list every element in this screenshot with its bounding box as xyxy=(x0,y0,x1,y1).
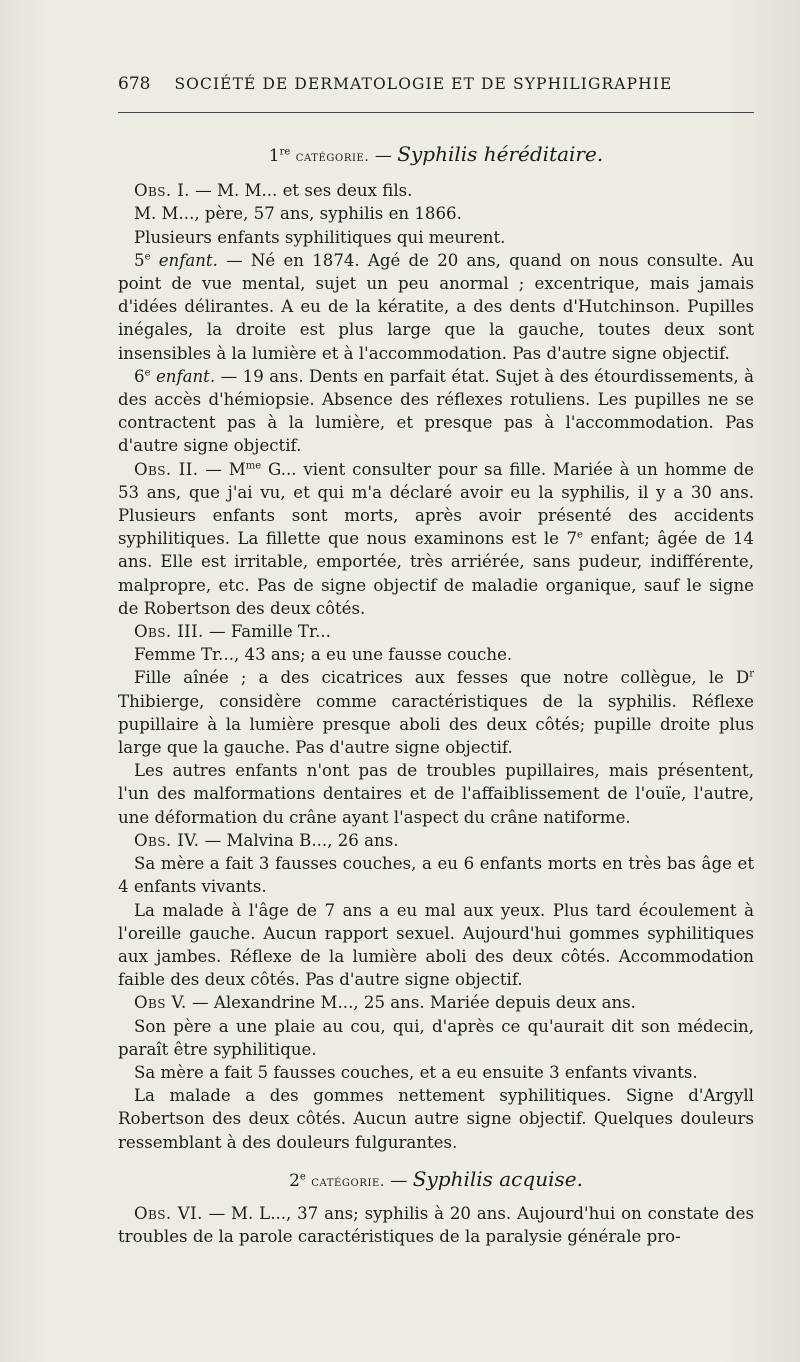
obs-1-child-5 xyxy=(118,249,754,365)
obs-5-father: Son père a une plaie au cou, qui, d'après ce qu'aurait dit son médecin, paraît être syphilitique. xyxy=(118,1016,754,1059)
obs-text: G... vient consulter pour sa fille. Mariée à un homme de 53 ans, que j'ai vu, et qui m'a déclaré avoir eu la syphilis, il y a 30 ans. Plusieurs enfants sont morts, après avoir présenté des accidents syphilitiques. La fillette que nous examinons est le 7 xyxy=(118,459,754,549)
section-heading-1 xyxy=(118,143,754,169)
obs-text: — M. L..., 37 ans; syphilis à 20 ans. Aujourd'hui on constate des troubles de la parole caractéristiques de la paralysie générale pro- xyxy=(118,1203,754,1247)
obs-label: Obs. II. xyxy=(134,459,199,479)
child-text: — Né en 1874. Agé de 20 ans, quand on nous consulte. Au point de vue mental, sujet un peu anormal ; excentrique, mais jamais d'idées délirantes. A eu de la kératite, a des dents d'Hutchinson. Pupilles inégales, la droite est plus large que la gauche, toutes deux sont insensibles à la lumière et à l'accommodation. Pas d'autre signe objectif. xyxy=(118,250,754,363)
obs-label: Obs V. xyxy=(134,993,187,1013)
obs-5-heading xyxy=(118,991,754,1014)
obs-6-paragraph xyxy=(118,1202,754,1248)
child-ordinal: 5 xyxy=(134,250,145,270)
section-heading-2 xyxy=(118,1168,754,1194)
section-title: Syphilis héréditaire. xyxy=(397,142,604,166)
obs-3-daughter xyxy=(118,666,754,759)
obs-label: Obs. I. xyxy=(134,181,190,201)
child-text: — 19 ans. Dents en parfait état. Sujet à des étourdissements, à des accès d'hémiopsie. Absence des réflexes rotuliens. Les pupilles ne se contractent pas à la lumière, et presque pas à l'accommodation. Pas d'autre signe objectif. xyxy=(118,366,755,456)
obs-3-heading xyxy=(118,620,754,643)
obs-2-paragraph xyxy=(118,458,754,620)
obs-label: Obs. III. xyxy=(134,622,204,642)
obs-text: Fille aînée ; a des cicatrices aux fesses que notre collègue, le D xyxy=(134,668,750,688)
section-number-sup: re xyxy=(279,146,291,158)
obs-text: enfant; âgée de 14 ans. Elle est irritable, emportée, très arriérée, sans pudeur, indifférente, malpropre, etc. Pas de signe objectif de maladie organique, sauf le signe de Robertson des deux côtés. xyxy=(118,529,754,618)
obs-1-father: M. M..., père, 57 ans, syphilis en 1866. xyxy=(134,204,462,224)
obs-5-patient: La malade a des gommes nettement syphilitiques. Signe d'Argyll Robertson des deux côtés. Aucun autre signe objectif. Quelques douleurs ressemblant à des douleurs fulgurantes. xyxy=(118,1086,754,1152)
section-number: 1 xyxy=(268,146,280,166)
obs-4-heading xyxy=(118,829,754,852)
obs-text: — Malvina B..., 26 ans. xyxy=(199,830,399,850)
section-dash: — xyxy=(384,1170,413,1191)
child-ordinal: 6 xyxy=(134,366,145,386)
child-word: enfant. xyxy=(158,250,218,270)
child-ordinal-sup: e xyxy=(144,251,151,263)
running-title: SOCIÉTÉ DE DERMATOLOGIE ET DE SYPHILIGRAPHIE xyxy=(174,75,673,93)
obs-text: — M. M... et ses deux fils. xyxy=(189,181,413,201)
obs-3-mother: Femme Tr..., 43 ans; a eu une fausse couche. xyxy=(134,645,513,665)
child-ordinal-sup: e xyxy=(144,367,151,379)
obs-text: — Alexandrine M..., 25 ans. Mariée depuis deux ans. xyxy=(186,993,636,1013)
page-number: 678 xyxy=(118,74,151,94)
section-title: Syphilis acquise. xyxy=(412,1166,583,1191)
obs-text: Thibierge, considère comme caractéristiques de la syphilis. Réflexe pupillaire à la lumière presque aboli des deux côtés; pupille droite plus large que la gauche. Pas d'autre signe objectif. xyxy=(118,691,754,758)
obs-sup: e xyxy=(577,529,583,541)
section-label: catégorie. xyxy=(295,149,370,165)
section-dash: — xyxy=(369,146,398,166)
section-number-sup: e xyxy=(299,1171,306,1183)
obs-4-mother: Sa mère a fait 3 fausses couches, a eu 6 enfants morts en très bas âge et 4 enfants vivants. xyxy=(118,854,754,897)
obs-1-child-6 xyxy=(118,365,754,458)
obs-label: Obs. VI. xyxy=(134,1203,203,1223)
obs-5-mother: Sa mère a fait 5 fausses couches, et a eu ensuite 3 enfants vivants. xyxy=(134,1062,698,1082)
obs-text: — Famille Tr... xyxy=(203,622,331,642)
obs-sup: r xyxy=(749,668,754,680)
body-text xyxy=(118,137,754,1248)
obs-1-children: Plusieurs enfants syphilitiques qui meurent. xyxy=(134,227,506,247)
obs-sup: me xyxy=(245,460,262,472)
obs-4-patient: La malade à l'âge de 7 ans a eu mal aux yeux. Plus tard écoulement à l'oreille gauche. Aucun rapport sexuel. Aujourd'hui gommes syphilitiques aux jambes. Réflexe de la lumière aboli des deux côtés. Accommodation faible des deux côtés. Pas d'autre signe objectif. xyxy=(118,900,754,990)
obs-label: Obs. IV. xyxy=(134,830,200,850)
section-number: 2 xyxy=(289,1170,300,1191)
obs-1-heading xyxy=(118,179,754,202)
child-word: enfant. xyxy=(155,366,216,386)
obs-3-others: Les autres enfants n'ont pas de troubles pupillaires, mais présentent, l'un des malformations dentaires et de l'affaiblissement de l'ouïe, l'autre, une déformation du crâne ayant l'aspect du crâne natiforme. xyxy=(118,761,754,827)
section-label: catégorie. xyxy=(311,1173,385,1190)
obs-text: — M xyxy=(198,459,246,479)
running-header xyxy=(118,74,754,94)
header-rule xyxy=(118,112,754,113)
